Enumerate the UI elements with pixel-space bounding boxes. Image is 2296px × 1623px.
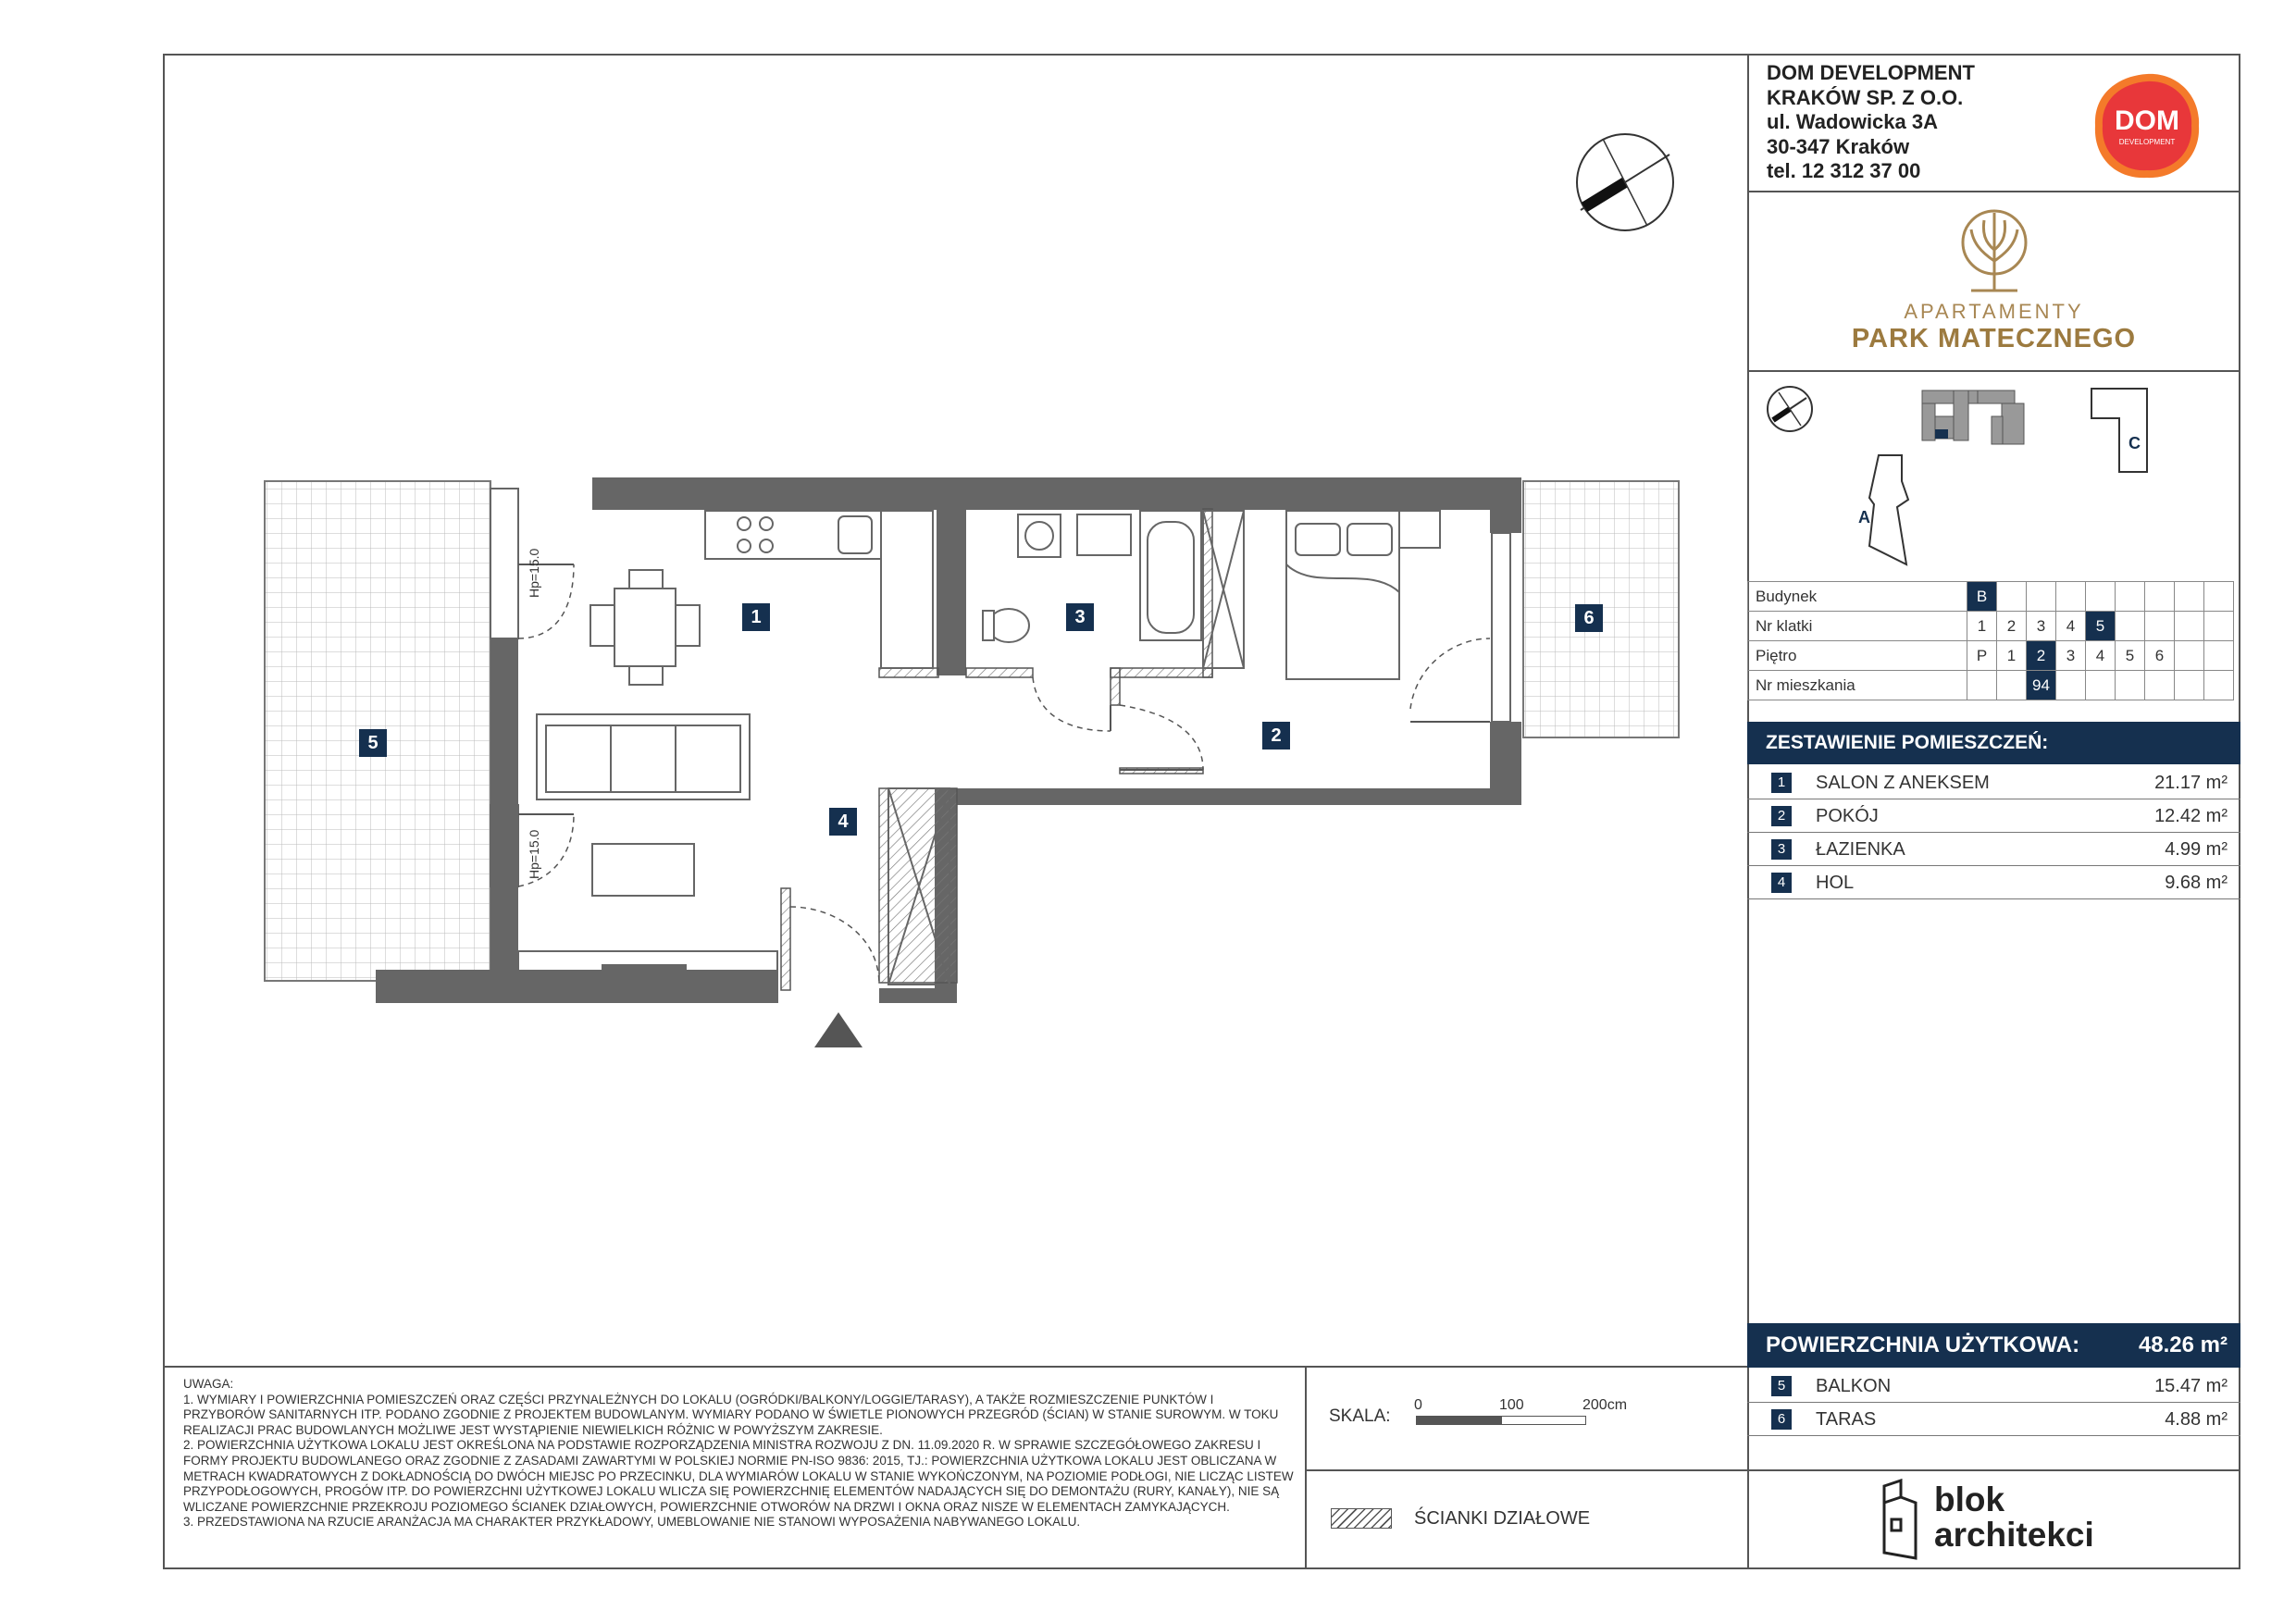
plan-room-3-label: 3 [1066,603,1094,631]
floor-plan [250,130,1694,1055]
room-name: POKÓJ [1816,806,1879,826]
info-cell [2116,582,2145,612]
site-building-c-label: C [2128,434,2141,452]
note-item: 3. PRZEDSTAWIONA NA RZUCIE ARANŻACJA MA CHARAKTER PRZYKŁADOWY, UMEBLOWANIE NIE STANOWI WYPOSAŻENIA NABYWANEGO LOKALU. [183,1515,1081,1530]
notes-scale-divider [1305,1366,1307,1569]
note-item: 1. WYMIARY I POWIERZCHNIA POMIESZCZEŃ ORAZ CZĘŚCI PRZYNALEŻNYCH DO LOKALU (OGRÓDKI/BALKONY/LOGGIE/TARASY), A TAKŻE ROZMIESZCZENIE PUNKTÓW I PRZYBORÓW SANITARNYCH ITP. PODANO ZGODNIE Z PROJEKTEM BUDOWLANYM. WYMIARY PODANO W ŚWIETLE PIONOWYCH PRZEGRÓD (ŚCIAN) W STANIE SUROWYM. W TOKU REALIZACJI PRAC BUDOWLANYCH MOŻLIWE JEST WYSTĄPIENIE NIEWIELKICH RÓŻNIC W POWYŻSZYM ZAKRESIE. [183,1392,1279,1437]
scale-tick-100: 100 [1499,1397,1524,1413]
info-cell: 2 [2027,641,2056,671]
window-height-label: Hp=15.0 [527,548,541,598]
extra-area: 4.88 m² [2165,1409,2228,1430]
info-cell [2204,671,2234,700]
plan-room-5-label: 5 [359,729,387,757]
dom-logo-text: DOM [2115,105,2179,136]
info-cell [2175,671,2204,700]
notes-divider [163,1366,1749,1368]
info-label: Nr mieszkania [1748,671,1967,700]
scale-legend-divider [1305,1469,1749,1471]
room-area: 12.42 m² [2154,806,2228,826]
info-cell [2116,612,2145,641]
brand-subtitle: APARTAMENTY [1904,300,2084,323]
titleblock-rule [1747,191,2240,192]
info-cell [2204,612,2234,641]
room-area: 4.99 m² [2165,839,2228,860]
info-cell: 1 [1967,612,1997,641]
info-cell [1967,671,1997,700]
entrance-arrow-icon [814,1012,863,1047]
window-height-label: Hp=15.0 [527,829,541,879]
compass-mini-icon [1762,381,1818,437]
info-cell [2204,582,2234,612]
info-cell: 1 [1997,641,2027,671]
row-budynek [1748,582,2234,612]
extra-number: 5 [1771,1376,1792,1396]
info-cell: 3 [2056,641,2086,671]
info-label: Piętro [1748,641,1967,671]
company-address [1767,61,1975,184]
info-cell [1997,582,2027,612]
info-cell: 3 [2027,612,2056,641]
notes-title: UWAGA: [183,1377,234,1391]
titleblock-rule [1747,1469,2240,1471]
architect-line2: architekci [1934,1516,2094,1554]
info-cell [2145,582,2175,612]
info-cell: 94 [2027,671,2056,700]
room-row [1747,799,2240,833]
room-number: 1 [1771,773,1792,793]
room-name: HOL [1816,873,1855,893]
company-name: DOM DEVELOPMENT [1767,61,1975,84]
scale-tick-200: 200cm [1582,1397,1628,1413]
bed [1286,511,1440,679]
row-klatka [1748,612,2234,641]
room-number: 3 [1771,839,1792,860]
sofa [537,714,750,799]
info-cell [2204,641,2234,671]
room-name: ŁAZIENKA [1816,839,1905,860]
info-cell [2175,582,2204,612]
dining-set [590,570,700,685]
extra-row [1747,1403,2240,1436]
room-name: SALON Z ANEKSEM [1816,773,1990,793]
room-number: 4 [1771,873,1792,893]
info-cell: 4 [2056,612,2086,641]
info-cell: P [1967,641,1997,671]
info-cell [2116,671,2145,700]
titleblock-rule [1747,370,2240,372]
info-cell [2175,612,2204,641]
tv-cabinet [592,844,694,896]
extra-name: BALKON [1816,1376,1892,1396]
total-area-bar [1747,1323,2240,1368]
info-cell [2086,671,2116,700]
room-number: 2 [1771,806,1792,826]
company-phone: tel. 12 312 37 00 [1767,159,1921,182]
architect-name [1934,1482,2094,1553]
info-cell [2027,582,2056,612]
scale-label: SKALA: [1329,1406,1391,1426]
scale-tick-0: 0 [1414,1397,1422,1413]
scale-bar-light [1501,1416,1586,1425]
dom-development-logo [2090,68,2204,183]
info-cell: 6 [2145,641,2175,671]
info-cell [2056,671,2086,700]
extra-area: 15.47 m² [2154,1376,2228,1396]
dom-logo-sub: DEVELOPMENT [2118,138,2176,146]
info-cell: 5 [2086,612,2116,641]
info-cell [2056,582,2086,612]
plan-room-4-label: 4 [829,808,857,836]
info-cell: B [1967,582,1997,612]
info-cell: 5 [2116,641,2145,671]
tree-logo-icon [1953,205,2036,294]
info-cell [1997,671,2027,700]
company-street: ul. Wadowicka 3A [1767,110,1939,133]
info-label: Budynek [1748,582,1967,612]
plan-room-1-label: 1 [742,603,770,631]
extra-row [1747,1369,2240,1403]
notes-block [183,1377,1294,1530]
info-cell [2175,641,2204,671]
site-plan-key [1823,379,2156,583]
compass-icon [1577,134,1673,230]
info-cell [2145,671,2175,700]
room-row [1747,766,2240,799]
company-city: 30-347 Kraków [1767,134,1910,158]
room-area: 9.68 m² [2165,873,2228,893]
partition-wall-swatch [1331,1508,1392,1529]
architect-line1: blok [1934,1481,2005,1518]
room-area: 21.17 m² [2154,773,2228,793]
info-label: Nr klatki [1748,612,1967,641]
total-area-label: POWIERZCHNIA UŻYTKOWA: [1766,1332,2080,1357]
info-cell [2086,582,2116,612]
legend-label: ŚCIANKI DZIAŁOWE [1414,1508,1591,1529]
rooms-header: ZESTAWIENIE POMIESZCZEŃ: [1747,722,2240,764]
row-pietro [1748,641,2234,671]
row-mieszkanie [1748,671,2234,700]
company-name-2: KRAKÓW SP. Z O.O. [1767,85,1964,109]
info-cell: 4 [2086,641,2116,671]
plan-room-6-label: 6 [1575,604,1603,632]
unit-info-table [1747,581,2234,700]
room-row [1747,833,2240,866]
note-item: 2. POWIERZCHNIA UŻYTKOWA LOKALU JEST OKREŚLONA NA PODSTAWIE ROZPORZĄDZENIA MINISTRA ROZWOJU Z DN. 11.09.2020 R. W SPRAWIE SZCZEGÓŁOWEGO ZAKRESU I FORMY PROJEKTU BUDOWLANEGO ORAZ ZGODNIE Z ZASADAMI ZAWARTYMI W POLSKIEJ NORMIE PN-ISO 9836: 2015, TJ.: POWIERZCHNIA UŻYTKOWA LOKALU JEST OBLICZANA W METRACH KWADRATOWYCH Z DOKŁADNOŚCIĄ DO DWÓCH MIEJSC PO PRZECINKU, DLA WYMIARÓW LOKALU W STANIE WYKOŃCZONYM, NA POZIOMIE PODŁOGI, NIE LICZĄC LISTEW PRZYPODŁOGOWYCH, PROGÓW ITP. DO POWIERZCHNI UŻYTKOWEJ LOKALU WLICZA SIĘ POWIERZCHNIĘ ELEMENTÓW NADAJĄCYCH SIĘ DO DEMONTAŻU (RURY, KANAŁY), NIE SĄ WLICZANE POWIERZCHNIE PRZEKROJU POZIOMEGO ŚCIANEK DZIAŁOWYCH, POWIERZCHNIE OTWORÓW NA DRZWI I OKNA ORAZ NISZE W ELEMENTACH ZAMYKAJĄCYCH. [183,1438,1294,1514]
total-area-value: 48.26 m² [2138,1332,2228,1357]
site-building-a-label: A [1858,508,1870,527]
brand-title: PARK MATECZNEGO [1851,324,2137,353]
extra-name: TARAS [1816,1409,1877,1430]
room-row [1747,866,2240,899]
info-cell [2145,612,2175,641]
plan-room-2-label: 2 [1262,722,1290,750]
extra-number: 6 [1771,1409,1792,1430]
scale-bar-dark [1416,1416,1501,1425]
kitchen-counter [705,511,933,668]
info-cell: 2 [1997,612,2027,641]
blok-architekci-logo-icon [1879,1479,1925,1562]
